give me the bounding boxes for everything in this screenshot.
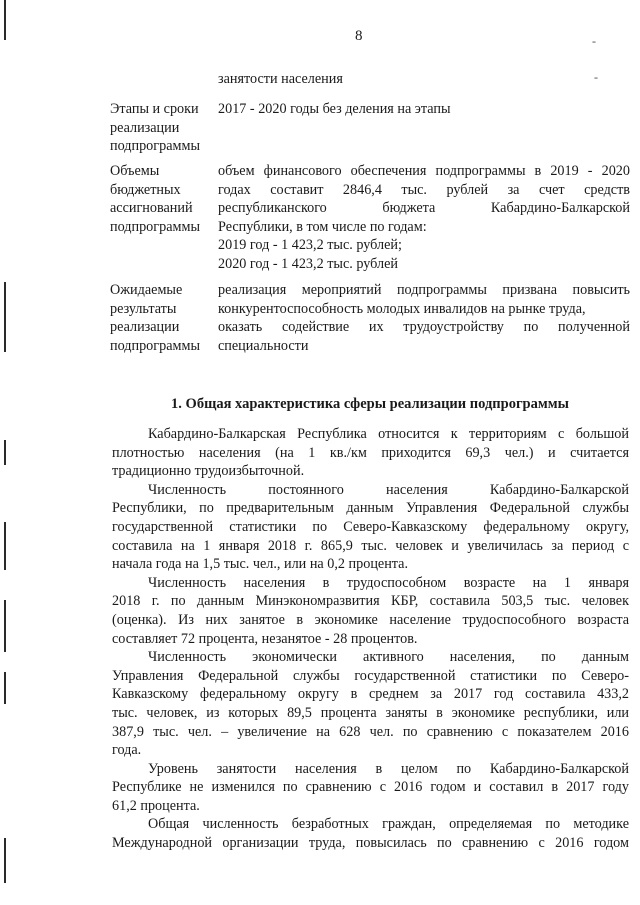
text-line: реализации (110, 319, 180, 336)
text-line: подпрограммы (110, 218, 200, 235)
passport-label (110, 100, 218, 156)
text-line: составляет 72 процента, незанятое - 28 процентов. (112, 630, 418, 647)
text-line: бюджетных (110, 181, 181, 198)
text-line: Кавказскому федеральному округу в среднем за 2017 год составила 433,2 (112, 686, 629, 703)
text-line: республиканского бюджета Кабардино-Балкарской (218, 200, 630, 217)
text-line: Объемы (110, 163, 160, 179)
page-number: 8 (355, 28, 363, 44)
text-line: оказать содействие их трудоустройству по полученной (218, 319, 630, 336)
text-line: Численность населения в трудоспособном возрасте на 1 января (148, 574, 629, 591)
text-line: государственной статистики по Северо-Кавказскому федеральному округу, (112, 518, 629, 535)
text-line: конкурентоспособность молодых инвалидов на рынке труда, (218, 300, 586, 317)
text-line: объем финансового обеспечения подпрограммы в 2019 - 2020 (218, 163, 630, 179)
text-line: Республики, по предварительным данным Управления Федеральной службы (112, 500, 629, 517)
text-line: тыс. человек, из которых 89,5 процента заняты в экономике республики, или (112, 704, 629, 721)
text-line: Республике не изменился по сравнению с 2016 годом и составил в 2017 году (112, 779, 629, 796)
paragraph (112, 648, 629, 760)
text-line: 2020 год - 1 423,2 тыс. рублей (218, 255, 398, 272)
text-line: Этапы и сроки (110, 101, 199, 117)
text-line: подпрограммы (110, 138, 200, 155)
passport-value (218, 100, 630, 119)
paragraph (112, 574, 629, 648)
scan-edge-line (4, 0, 6, 40)
text-line: специальности (218, 337, 309, 354)
text-line: 2018 г. по данным Минэкономразвития КБР, составила 503,5 тыс. человек (112, 593, 629, 610)
text-line: 2017 - 2020 годы без деления на этапы (218, 101, 451, 117)
text-line: Управления Федеральной службы государственной статистики по Северо- (112, 667, 629, 684)
text-line: Международной организации труда, повысилась по сравнению с 2016 годом (112, 835, 629, 852)
text-line: 61,2 процента. (112, 797, 200, 814)
text-line: составила на 1 января 2018 г. 865,9 тыс. человек и увеличилась за период с (112, 537, 629, 554)
section-heading: 1. Общая характеристика сферы реализации подпрограммы (171, 396, 569, 412)
text-line: Республики, в том числе по годам: (218, 218, 427, 235)
passport-label (110, 162, 218, 236)
passport-value (218, 162, 630, 274)
paragraph (112, 760, 629, 816)
paragraph (112, 815, 629, 852)
scan-edge-line (4, 672, 6, 704)
text-line: Численность постоянного населения Кабардино-Балкарской (148, 481, 629, 498)
text-line: плотностью населения (на 1 кв./км приходится 69,3 чел.) и считается (112, 444, 629, 461)
paragraph (112, 425, 629, 481)
passport-label (110, 281, 218, 355)
text-line: Кабардино-Балкарская Республика относится к территориям с большой (148, 426, 629, 442)
text-line: результаты (110, 300, 177, 317)
scan-edge-line (4, 838, 6, 883)
text-line: Уровень занятости населения в целом по Кабардино-Балкарской (148, 760, 629, 777)
section-body (112, 425, 629, 853)
text-line: подпрограммы (110, 337, 200, 354)
scan-edge-line (4, 282, 6, 352)
scan-mark: - (592, 34, 596, 48)
scan-edge-line (4, 440, 6, 465)
text-line: (оценка). Из них занятое в экономике население трудоспособного возраста (112, 611, 629, 628)
scan-edge-line (4, 522, 6, 570)
text-line: занятости населения (218, 71, 343, 87)
paragraph (112, 481, 629, 574)
scan-edge-line (4, 600, 6, 652)
text-line: 2019 год - 1 423,2 тыс. рублей; (218, 237, 402, 254)
text-line: реализация мероприятий подпрограммы призвана повысить (218, 282, 630, 298)
text-line: традиционно трудоизбыточной. (112, 463, 305, 480)
text-line: Ожидаемые (110, 282, 183, 298)
passport-value (218, 281, 630, 355)
passport-value (218, 70, 630, 89)
text-line: годах составит 2846,4 тыс. рублей за счет средств (218, 181, 630, 198)
scan-mark: - (594, 70, 598, 84)
text-line: Численность экономически активного населения, по данным (148, 649, 629, 666)
text-line: Общая численность безработных граждан, определяемая по методике (148, 816, 629, 833)
text-line: 387,9 тыс. чел. – увеличение на 628 чел. по сравнению с показателем 2016 (112, 723, 629, 740)
text-line: года. (112, 742, 142, 759)
text-line: ассигнований (110, 200, 193, 217)
text-line: реализации (110, 119, 180, 136)
text-line: начала года на 1,5 тыс. чел., или на 0,2 процента. (112, 556, 409, 573)
